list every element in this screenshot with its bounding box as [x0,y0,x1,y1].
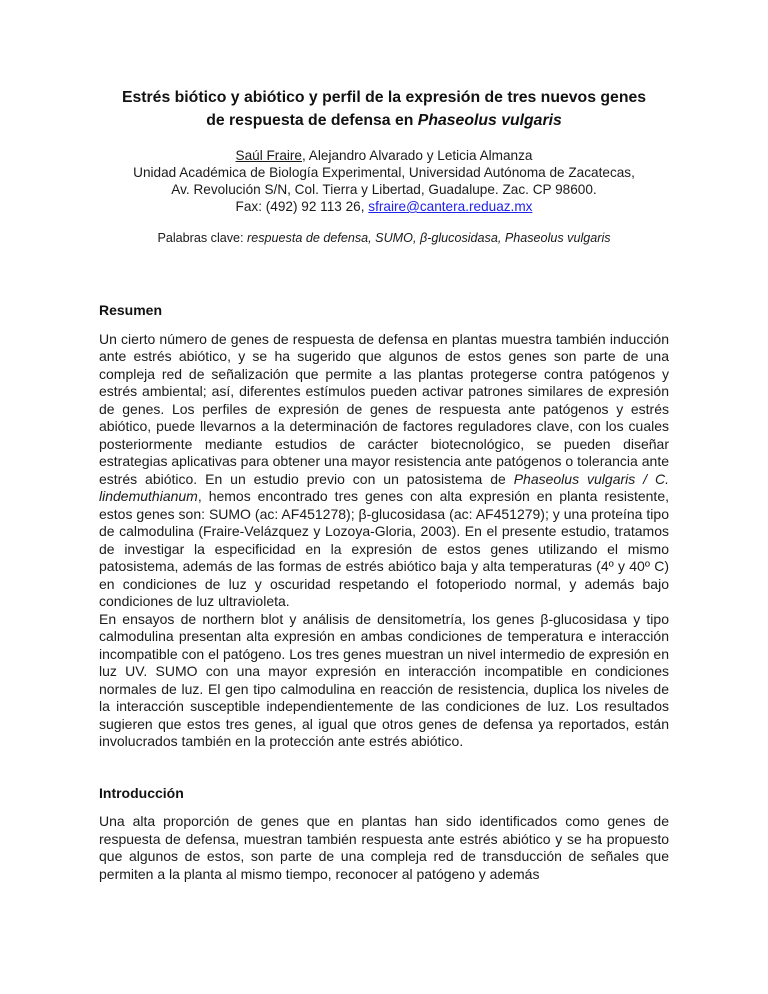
introduccion-heading: Introducción [99,784,184,801]
species-name-title: Phaseolus vulgaris [417,112,562,129]
resumen-paragraph-1 [99,331,669,611]
keywords-value: respuesta de defensa, SUMO, β-glucosidasa, Phaseolus vulgaris [247,231,611,245]
resumen-p1-text-b: , hemos encontrado tres genes con alta expresión en planta resistente, estos genes son: SUMO (ac: AF451278); β-glucosidasa (ac: AF451279); y una proteína tipo de calmodulina (Fraire-Velázquez y Lozoya-Gloria, 2003). En el presente estudio, tratamos de investigar la especificidad en la expresión de estos genes utilizando el mismo patosistema, además de las formas de estrés abiótico baja y alta temperaturas (4º y 40º C) en condiciones de luz y oscuridad respetando el fotoperiodo normal, y además bajo condiciones de luz ultravioleta. [99,488,669,609]
keywords-line [99,230,669,246]
authors-block [99,147,669,215]
coauthors: , Alejandro Alvarado y Leticia Almanza [302,148,533,163]
authors-line [99,147,669,164]
fax-label: Fax: (492) 92 113 26, [235,199,369,214]
corresponding-author: Saúl Fraire [235,148,302,163]
keywords-label: Palabras clave: [157,231,248,245]
affiliation-line-1: Unidad Académica de Biología Experimental, Universidad Autónoma de Zacatecas, [133,165,635,180]
paper-title [99,86,669,132]
resumen-paragraph-2: En ensayos de northern blot y análisis de densitometría, los genes β-glucosidasa y tipo calmodulina presentan alta expresión en ambas condiciones de temperatura e interacción incompatible con el patógeno. Los tres genes muestran un nivel intermedio de expresión en luz UV. SUMO con una mayor expresión en interacción incompatible en condiciones normales de luz. El gen tipo calmodulina en reacción de resistencia, duplica los niveles de la interacción susceptible independientemente de las condiciones de luz. Los resultados sugieren que estos tres genes, al igual que otros genes de defensa ya reportados, están involucrados también en la protección ante estrés abiótico. [99,610,669,749]
affiliation-line-2: Av. Revolución S/N, Col. Tierra y Libertad, Guadalupe. Zac. CP 98600. [171,182,597,197]
fax-line [99,198,669,215]
paper-title-line2: de respuesta de defensa en [206,112,418,129]
resumen-p1-text-a: Un cierto número de genes de respuesta de defensa en plantas muestra también inducción ante estrés abiótico, y se ha sugerido que algunos de estos genes son parte de una compleja red de señalización que permite a las plantas protegerse contra patógenos y estrés ambiental; así, diferentes estímulos pueden activar patrones similares de expresión de genes. Los perfiles de expresión de genes de respuesta ante patógenos y estrés abiótico, puede llevarnos a la determinación de factores reguladores clave, con los cuales posteriormente mediante estudios de carácter biotecnológico, se pueden diseñar estrategias aplicativas para obtener una mayor resistencia ante patógenos o tolerancia ante estrés abiótico. En un estudio previo con un patosistema de [99,330,669,487]
resumen-heading: Resumen [99,302,163,318]
paper-title-line1: Estrés biótico y abiótico y perfil de la expresión de tres nuevos genes [121,89,647,106]
pathosystem-species-italic: Phaseolus vulgaris / C. lindemuthianum [99,470,669,504]
email-link[interactable]: sfraire@cantera.reduaz.mx [368,199,533,214]
introduccion-paragraph: Una alta proporción de genes que en plantas han sido identificados como genes de respuesta de defensa, muestran también respuesta ante estrés abiótico y se ha propuesto que algunos de estos, son parte de una compleja red de transducción de señales que permiten a la planta al mismo tiempo, reconocer al patógeno y además [99,813,669,882]
